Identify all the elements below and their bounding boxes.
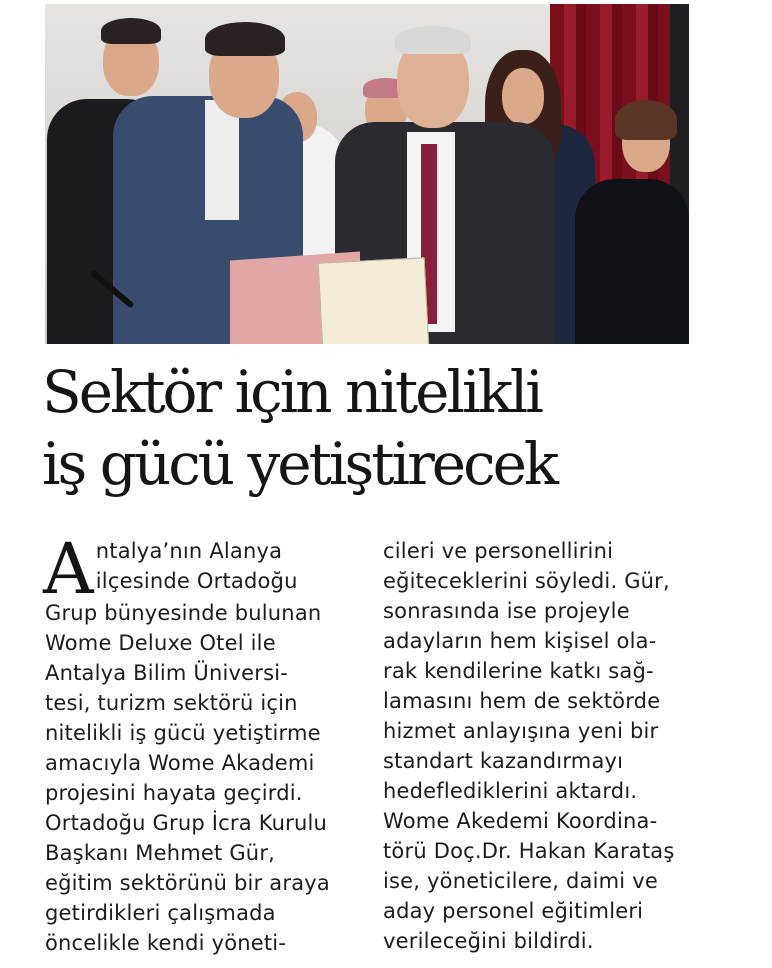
body-line: eğitim sektörünü bir araya: [45, 871, 330, 895]
body-line: aday personel eğitimleri: [383, 899, 644, 923]
body-line: verileceğini bildirdi.: [383, 929, 594, 953]
body-line: hedeflediklerini aktardı.: [383, 779, 638, 803]
body-line: törü Doç.Dr. Hakan Karataş: [383, 839, 675, 863]
body-line: ise, yöneticilere, daimi ve: [383, 869, 658, 893]
body-line: cileri ve personellirini: [383, 539, 614, 563]
photo-certificate-document: [318, 257, 430, 344]
article-column-left: [43, 528, 360, 958]
body-line: rak kendilerine katkı sağ-: [383, 659, 654, 683]
drop-cap: A: [43, 528, 94, 610]
body-line: hizmet anlayışına yeni bir: [383, 719, 659, 743]
body-line: sonrasında ise projeyle: [383, 599, 630, 623]
body-line: nitelikli iş gücü yetiştirme: [45, 721, 321, 745]
body-line: Antalya Bilim Üniversi-: [45, 661, 289, 685]
headline-line-1: Sektör için nitelikli: [42, 358, 541, 426]
body-line: projesini hayata geçirdi.: [45, 781, 303, 805]
body-line: lamasını hem de sektörde: [383, 689, 661, 713]
body-line: öncelikle kendi yöneti-: [45, 931, 287, 955]
article-column-right: [383, 536, 698, 956]
body-line: amacıyla Wome Akademi: [45, 751, 315, 775]
body-line: Wome Deluxe Otel ile: [45, 631, 276, 655]
article-headline: [42, 356, 722, 500]
body-line: ilçesinde Ortadoğu: [95, 569, 298, 593]
body-line: Ortadoğu Grup İcra Kurulu: [45, 811, 328, 835]
body-line: standart kazandırmayı: [383, 749, 624, 773]
body-line: ntalya’nın Alanya: [95, 539, 283, 563]
body-line: Wome Akedemi Koordina-: [383, 809, 658, 833]
body-opening: [43, 528, 360, 610]
body-line: Grup bünyesinde bulunan: [45, 601, 322, 625]
body-line: eğiteceklerini söyledi. Gür,: [383, 569, 670, 593]
body-line: adayların hem kişisel ola-: [383, 629, 657, 653]
body-line: Başkanı Mehmet Gür,: [45, 841, 276, 865]
headline-line-2: iş gücü yetiştirecek: [42, 430, 557, 498]
body-line: getirdikleri çalışmada: [45, 901, 276, 925]
article-photo: [45, 4, 689, 344]
body-line: tesi, turizm sektörü için: [45, 691, 298, 715]
